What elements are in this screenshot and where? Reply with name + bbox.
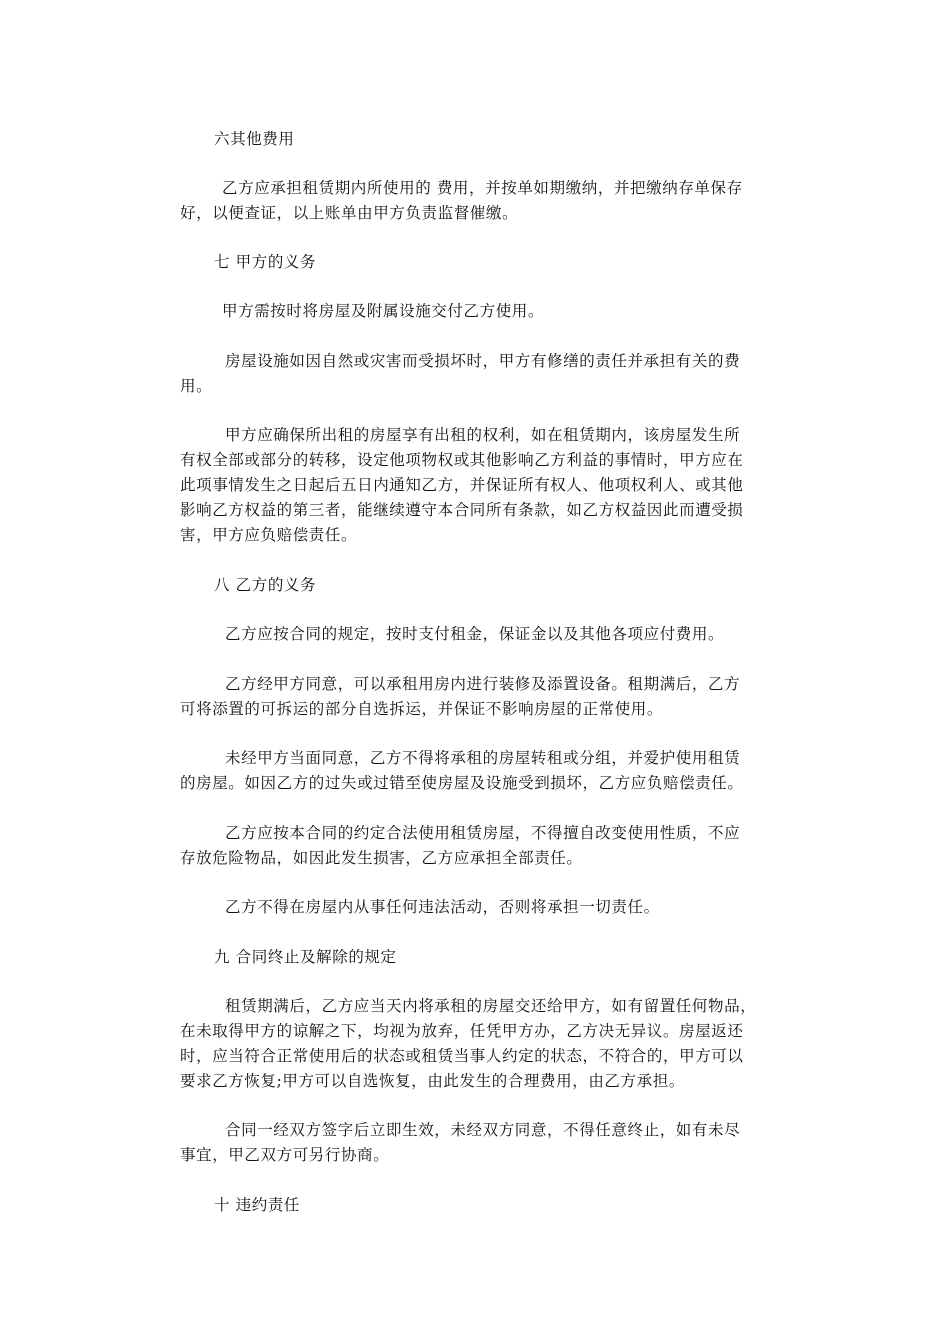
paragraph-line: 时，应当符合正常使用后的状态或租赁当事人约定的状态，不符合的，甲方可以	[180, 1047, 744, 1065]
section-heading-8: 八 乙方的义务	[214, 576, 317, 594]
paragraph-line: 此项事情发生之日起后五日内通知乙方，并保证所有权人、他项权利人、或其他	[180, 476, 744, 494]
paragraph-line: 甲方应确保所出租的房屋享有出租的权利，如在租赁期内，该房屋发生所	[225, 426, 741, 444]
paragraph-line: 的房屋。如因乙方的过失或过错至使房屋及设施受到损坏，乙方应负赔偿责任。	[180, 774, 744, 792]
paragraph-line: 事宜，甲乙双方可另行协商。	[180, 1146, 390, 1164]
paragraph-line: 要求乙方恢复;甲方可以自选恢复，由此发生的合理费用，由乙方承担。	[180, 1072, 685, 1090]
paragraph-line: 房屋设施如因自然或灾害而受损坏时，甲方有修缮的责任并承担有关的费	[225, 352, 741, 370]
paragraph-line: 乙方应承担租赁期内所使用的 费用，并按单如期缴纳，并把缴纳存单保存	[222, 179, 743, 197]
paragraph-line: 害，甲方应负赔偿责任。	[180, 526, 358, 544]
paragraph-line: 可将添置的可拆运的部分自选拆运，并保证不影响房屋的正常使用。	[180, 700, 664, 718]
paragraph-line: 乙方应按本合同的约定合法使用租赁房屋，不得擅自改变使用性质，不应	[225, 824, 741, 842]
paragraph-line: 好，以便查证，以上账单由甲方负责监督催缴。	[180, 204, 519, 222]
paragraph-line: 有权全部或部分的转移，设定他项物权或其他影响乙方利益的事情时，甲方应在	[180, 451, 744, 469]
paragraph-line: 合同一经双方签字后立即生效，未经双方同意，不得任意终止，如有未尽	[225, 1121, 741, 1139]
section-heading-10: 十 违约责任	[214, 1196, 301, 1214]
paragraph-line: 存放危险物品，如因此发生损害，乙方应承担全部责任。	[180, 849, 583, 867]
paragraph-line: 未经甲方当面同意，乙方不得将承租的房屋转租或分组，并爱护使用租赁	[225, 749, 741, 767]
section-heading-9: 九 合同终止及解除的规定	[214, 948, 397, 966]
paragraph-line: 乙方应按合同的规定，按时支付租金，保证金以及其他各项应付费用。	[225, 625, 725, 643]
paragraph-line: 乙方不得在房屋内从事任何违法活动，否则将承担一切责任。	[225, 898, 660, 916]
paragraph-line: 租赁期满后，乙方应当天内将承租的房屋交还给甲方，如有留置任何物品，	[225, 997, 757, 1015]
paragraph-line: 影响乙方权益的第三者，能继续遵守本合同所有条款，如乙方权益因此而遭受损	[180, 501, 744, 519]
paragraph-line: 甲方需按时将房屋及附属设施交付乙方使用。	[222, 302, 545, 320]
section-heading-6: 六其他费用	[214, 130, 295, 148]
paragraph-line: 在未取得甲方的谅解之下，均视为放弃，任凭甲方办，乙方决无异议。房屋返还	[180, 1022, 744, 1040]
paragraph-line: 乙方经甲方同意，可以承租用房内进行装修及添置设备。租期满后，乙方	[225, 675, 741, 693]
section-heading-7: 七 甲方的义务	[214, 253, 317, 271]
paragraph-line: 用。	[180, 377, 213, 395]
